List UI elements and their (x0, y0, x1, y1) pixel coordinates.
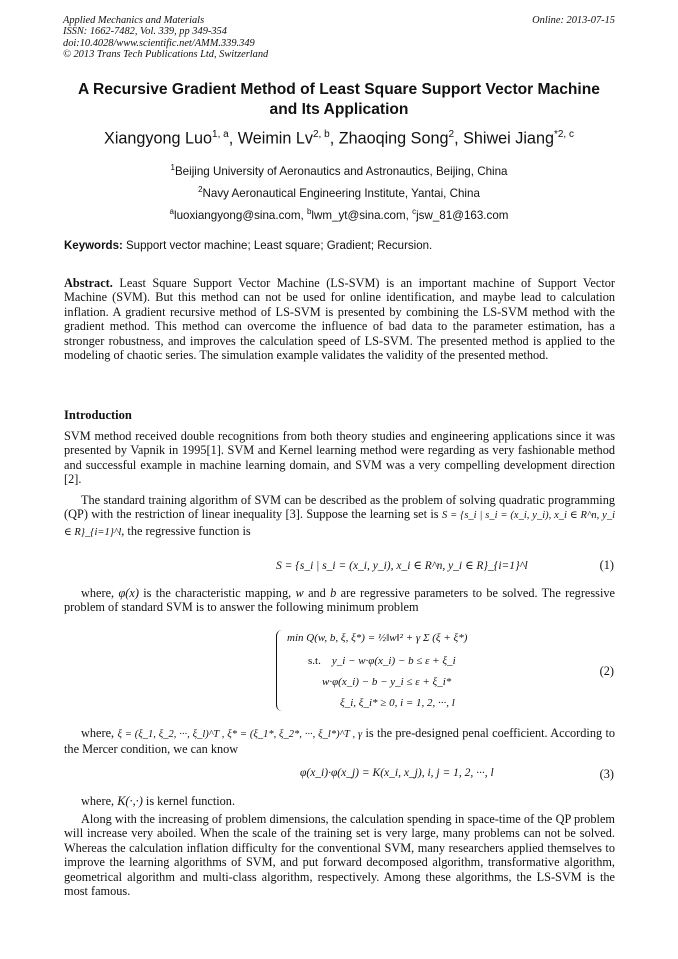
constraint-1: y_i − w·φ(x_i) − b ≤ ε + ξ_i (331, 655, 456, 667)
keywords-text: Support vector machine; Least square; Gradient; Recursion. (126, 240, 433, 252)
author-name: Zhaoqing Song (338, 129, 449, 148)
intro-paragraph-1: SVM method received double recognitions from both theory studies and engineering applications since it was presented by Vapnik in 1995[1]. SVM and Kernel learning method were regarding as very fashionable method and successful example in machine learning domain, and SVM was a very compelling development direction [2]. (64, 429, 615, 487)
equation-2-number: (2) (599, 664, 614, 678)
equation-2-constraints (308, 655, 456, 667)
email-b: lwm_yt@sina.com, (311, 208, 409, 222)
abstract (64, 276, 615, 362)
author-name: Xiangyong Luo (104, 129, 213, 148)
abstract-label: Abstract. (64, 276, 113, 290)
email-a: luoxiangyong@sina.com, (174, 208, 304, 222)
constraint-3: ξ_i, ξ_i* ≥ 0, i = 1, 2, ···, l (340, 697, 455, 709)
constraint-2: w·φ(x_i) − b − y_i ≤ ε + ξ_i* (322, 676, 452, 688)
paper-title (60, 80, 618, 119)
intro-paragraph-3: where, φ(x) is the characteristic mapping, w and b are regressive parameters to be solved. The regressive problem of standard SVM is to answer the following minimum problem (64, 586, 615, 615)
equation-1-number: (1) (599, 558, 614, 572)
author-sup: *2, c (553, 129, 574, 140)
equation-2-objective: min Q(w, b, ξ, ξ*) = ½‖w‖² + γ Σ (ξ + ξ*) (287, 632, 468, 644)
equation-3-number: (3) (599, 767, 614, 781)
journal-header (63, 15, 268, 60)
intro-paragraph-6: Along with the increasing of problem dimensions, the calculation spending in space-time of the QP problem will increase very aboiled. When the scale of the training set is very large, many problems can not be solved. Whereas the calculation inflation difficulty for the conventional SVM, many researchers applied themselves to improve the learning algorithms of SVM, and put forward decomposed algorithm, transformative algorithm, geometrical algorithm and multi-class algorithm, respectively. Among these algorithms, the LS-SVM is the most famous. (64, 812, 615, 899)
abstract-text: Least Square Support Vector Machine (LS-SVM) is an important machine of Support Vector Machine (SVM). But this method can not be used for online identification, and maybe lead to calculation inflation. A gradient recursive method of LS-SVM is presented by combining the LS-SVM method with the gradient method. This method can overcome the influence of bad data to the parameter estimation, has a stronger robustness, and improves the calculation speed of LS-SVM. The presented method is applied to the modeling of chaotic series. The simulation example validates the validity of the presented method. (64, 276, 616, 363)
author-list: Xiangyong Luo$^{1, a}$, Weimin Lv$^{2, b}$, Zhaoqing Song$^2$, Shiwei Jiang$^{*2, c}$ (104, 129, 574, 148)
affiliation-1: $^1$Beijing University of Aeronautics and Astronautics, Beijing, China (170, 163, 508, 178)
author-name: Weimin Lv (237, 129, 313, 148)
intro-paragraph-4: where, ξ = (ξ_1, ξ_2, ···, ξ_l)^T , ξ* = (ξ_1*, ξ_2*, ···, ξ_l*)^T , γ is the pre-designed penal coefficient. According to the Mercer condition, we can know (64, 726, 616, 757)
author-sup: 1, a (212, 129, 229, 140)
author-sup: 2, b (313, 129, 330, 140)
author-emails: $^a$luoxiangyong@sina.com, $^b$lwm_yt@sina.com, $^c$jsw_81@163.com (169, 207, 509, 222)
online-date: Online: 2013-07-15 (532, 15, 615, 26)
author-name: Shiwei Jiang (463, 129, 554, 148)
keywords (64, 240, 432, 252)
xi-definition: ξ = (ξ_1, ξ_2, ···, ξ_l)^T , ξ* = (ξ_1*, ξ_2*, ···, ξ_l*)^T , γ (117, 729, 363, 740)
journal-name: Applied Mechanics and Materials (63, 15, 205, 26)
constraint-brace (276, 630, 285, 711)
phi-symbol: φ(x) (118, 586, 139, 600)
affiliation-2: $^2$Navy Aeronautical Engineering Institute, Yantai, China (198, 185, 480, 200)
learning-set-inline: S = {s_i | s_i = (x_i, y_i), x_i ∈ R^n, y_i ∈ R}_{i=1}^l (64, 510, 616, 538)
subject-to-label: s.t. (308, 655, 321, 667)
issn: ISSN: 1662-7482, Vol. 339, pp 349-354 (63, 26, 227, 38)
email-c: jsw_81@163.com (416, 208, 509, 222)
keywords-label: Keywords: (64, 240, 123, 252)
w-symbol: w (295, 586, 304, 600)
title-line-1: A Recursive Gradient Method of Least Square Support Vector Machine (78, 81, 600, 98)
intro-paragraph-2: The standard training algorithm of SVM can be described as the problem of solving quadratic programming (QP) with the restriction of linear inequality [3]. Suppose the learning set is S = {s_i | s_i = (x_i, y_i), x_i ∈ R^n, y_i ∈ R}_{i=1}^l, the regressive function is (64, 493, 616, 538)
equation-3: φ(x_i)·φ(x_j) = K(x_i, x_j), i, j = 1, 2, ···, l (300, 767, 494, 779)
title-line-2: and Its Application (269, 100, 409, 118)
kernel-symbol: K(·,·) (117, 794, 143, 808)
b-symbol: b (330, 586, 337, 600)
copyright: © 2013 Trans Tech Publications Ltd, Switzerland (63, 48, 269, 60)
equation-1: S = {s_i | s_i = (x_i, y_i), x_i ∈ R^n, y_i ∈ R}_{i=1}^l (276, 560, 528, 572)
author-sup: 2 (448, 129, 455, 140)
doi: doi:10.4028/www.scientific.net/AMM.339.349 (63, 37, 255, 49)
section-heading-introduction: Introduction (64, 408, 132, 422)
intro-paragraph-5: where, K(·,·) is kernel function. (81, 794, 236, 808)
